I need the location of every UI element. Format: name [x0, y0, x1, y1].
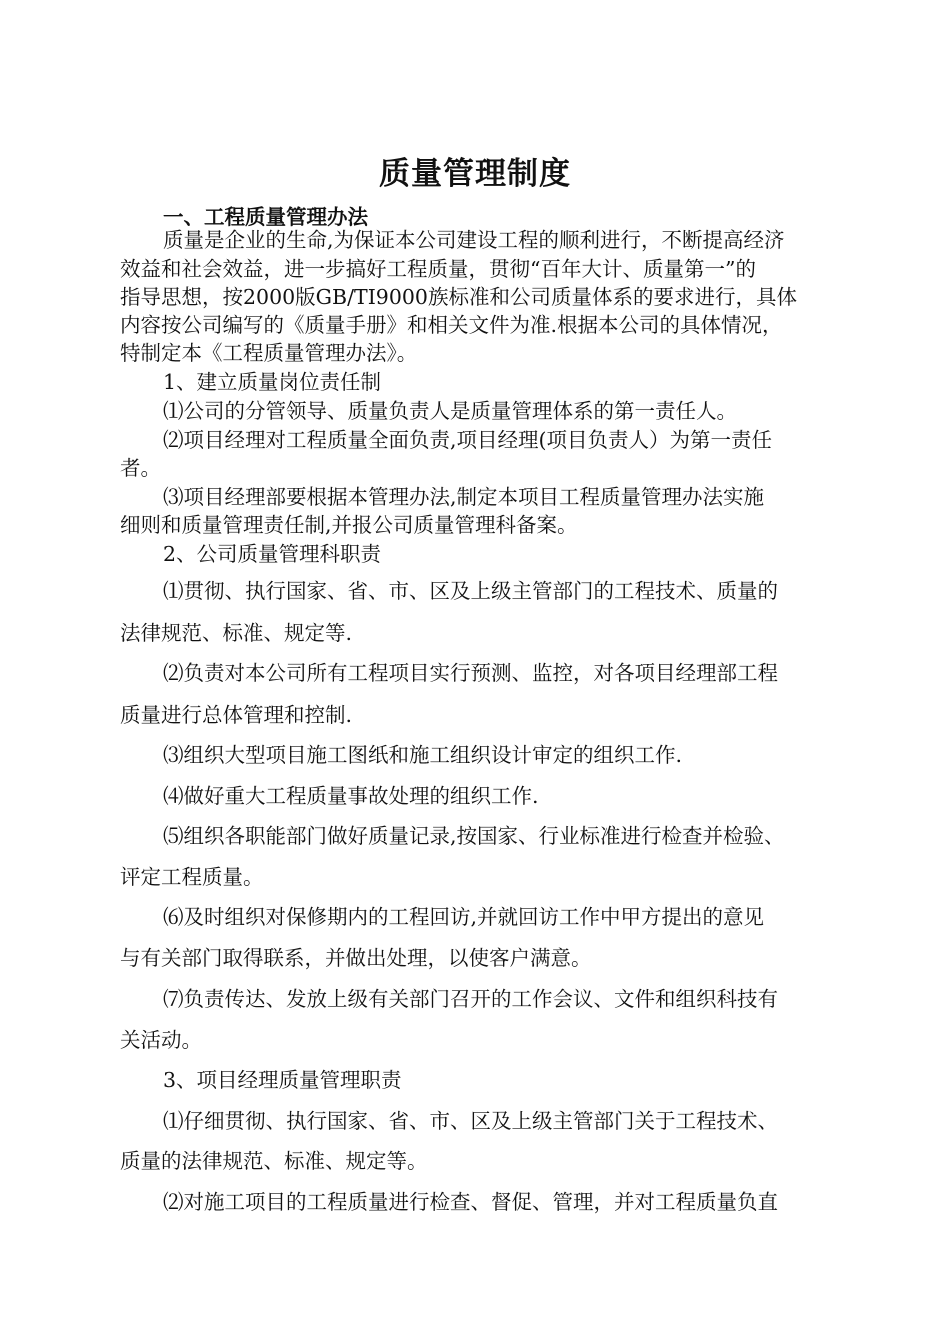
list-item-continuation: 细则和质量管理责任制,并报公司质量管理科备案。 [120, 513, 578, 537]
list-item: ⑴公司的分管领导、质量负责人是质量管理体系的第一责任人。 [163, 399, 737, 423]
list-item-continuation: 与有关部门取得联系，并做出处理，以使客户满意。 [120, 946, 592, 970]
subsection-heading: 2、公司质量管理科职责 [163, 542, 382, 566]
list-item-continuation: 法律规范、标准、规定等. [120, 621, 353, 645]
paragraph-line: 效益和社会效益，进一步搞好工程质量，贯彻“百年大计、质量第一”的 [120, 257, 756, 281]
list-item-continuation: 质量进行总体管理和控制. [120, 703, 353, 727]
list-item: ⑴贯彻、执行国家、省、市、区及上级主管部门的工程技术、质量的 [163, 579, 778, 603]
list-item: ⑶组织大型项目施工图纸和施工组织设计审定的组织工作. [163, 743, 683, 767]
paragraph-line: 指导思想，按2000版GB/TI9000族标准和公司质量体系的要求进行，具体 [120, 285, 797, 309]
document-title: 质量管理制度 [379, 156, 571, 192]
list-item-continuation: 者。 [120, 456, 161, 480]
subsection-heading: 3、项目经理质量管理职责 [163, 1068, 402, 1092]
list-item: ⑴仔细贯彻、执行国家、省、市、区及上级主管部门关于工程技术、 [163, 1109, 778, 1133]
list-item: ⑺负责传达、发放上级有关部门召开的工作会议、文件和组织科技有 [163, 987, 778, 1011]
list-item: ⑶项目经理部要根据本管理办法,制定本项目工程质量管理办法实施 [163, 485, 765, 509]
list-item: ⑸组织各职能部门做好质量记录,按国家、行业标准进行检查并检验、 [163, 824, 785, 848]
paragraph-line: 特制定本《工程质量管理办法》。 [120, 341, 418, 365]
list-item: ⑵项目经理对工程质量全面负责,项目经理(项目负责人）为第一责任 [163, 428, 773, 452]
list-item-continuation: 质量的法律规范、标准、规定等。 [120, 1149, 428, 1173]
list-item: ⑵负责对本公司所有工程项目实行预测、监控，对各项目经理部工程 [163, 661, 778, 685]
list-item: ⑵对施工项目的工程质量进行检查、督促、管理，并对工程质量负直 [163, 1190, 778, 1214]
section-heading: 一、工程质量管理办法 [163, 205, 368, 229]
paragraph-line: 质量是企业的生命,为保证本公司建设工程的顺利进行，不断提高经济 [163, 228, 785, 252]
list-item-continuation: 关活动。 [120, 1028, 202, 1052]
paragraph-line: 内容按公司编写的《质量手册》和相关文件为准.根据本公司的具体情况， [120, 313, 783, 337]
list-item: ⑷做好重大工程质量事故处理的组织工作. [163, 784, 539, 808]
list-item-continuation: 评定工程质量。 [120, 865, 264, 889]
list-item: ⑹及时组织对保修期内的工程回访,并就回访工作中甲方提出的意见 [163, 905, 765, 929]
subsection-heading: 1、建立质量岗位责任制 [163, 370, 382, 394]
